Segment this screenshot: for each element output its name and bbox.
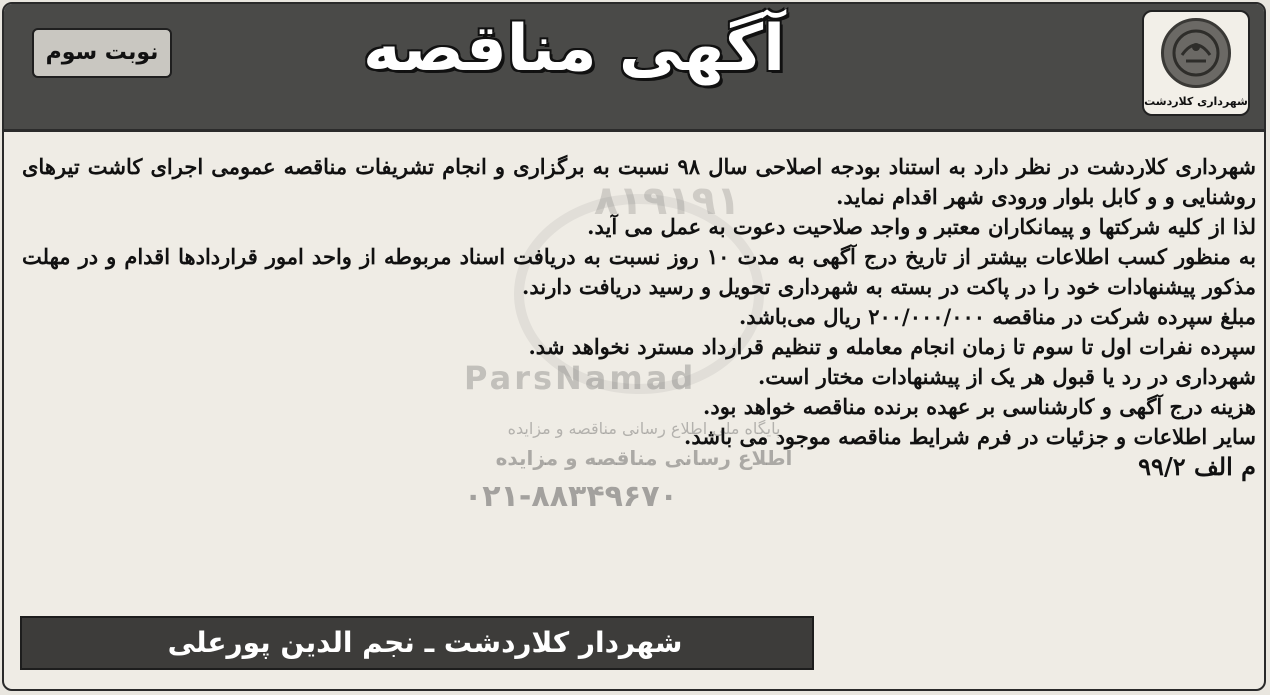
paragraph-deposit-return: سپرده نفرات اول تا سوم تا زمان انجام معامله و تنظیم قرارداد مسترد نخواهد شد. — [528, 334, 1256, 359]
logo-caption: شهرداری کلاردشت — [1144, 95, 1248, 108]
paragraph-costs: هزینه درج آگهی و کارشناسی بر عهده برنده مناقصه خواهد بود. — [703, 394, 1256, 419]
watermark-phone: ۰۲۱-۸۸۳۴۹۶۷۰ — [464, 479, 678, 514]
watermark-brand: ParsNamad — [464, 359, 697, 397]
notice-frame — [2, 2, 1266, 691]
watermark-tagline-2: اطلاع رسانی مناقصه و مزایده — [495, 446, 793, 470]
paragraph-rights: شهرداری در رد یا قبول هر یک از پیشنهادات مختار است. — [757, 364, 1256, 389]
notice-title: آگهی مناقصه — [363, 12, 785, 86]
reference-number: م الف ۹۹/۲ — [1138, 452, 1256, 481]
paragraph-other-info: سایر اطلاعات و جزئیات در فرم شرایط مناقصه موجود می باشد. — [684, 424, 1256, 449]
paragraph-invitation: لذا از کلیه شرکتها و پیمانکاران معتبر و واجد صلاحیت دعوت به عمل می آید. — [587, 214, 1256, 239]
paragraph-documents: به منظور کسب اطلاعات بیشتر از تاریخ درج آگهی به مدت ۱۰ روز نسبت به دریافت اسناد مربوطه از واحد امور قراردادها اقدام و در مهلت مذکور پیشنهادات خود را در پاکت در بسته به شهرداری تحویل و رسید دریافت دارند. — [22, 244, 1257, 299]
emblem-graphic — [1164, 21, 1228, 85]
notice-body — [22, 152, 1256, 482]
paragraph-intro: شهرداری کلاردشت در نظر دارد به استناد بودجه اصلاحی سال ۹۸ نسبت به برگزاری و انجام تشریفات مناقصه عمومی اجرای کاشت تیرهای روشنایی و و کابل بلوار ورودی شهر اقدام نماید. — [22, 154, 1257, 209]
issue-badge: نوبت سوم — [32, 28, 172, 78]
paragraph-deposit: مبلغ سپرده شرکت در مناقصه ۲۰۰/۰۰۰/۰۰۰ ریال می‌باشد. — [739, 304, 1256, 329]
signature-band — [20, 616, 814, 670]
municipality-logo — [1142, 10, 1250, 116]
emblem-icon — [1161, 18, 1231, 88]
signature-text: شهردار کلاردشت ـ نجم الدین پورعلی — [167, 626, 683, 659]
header-band — [4, 4, 1264, 132]
watermark-number: ۸۱۹۱۹۱ — [594, 178, 741, 224]
watermark-tagline-1: پایگاه ملی اطلاع رسانی مناقصه و مزایده — [507, 419, 781, 438]
